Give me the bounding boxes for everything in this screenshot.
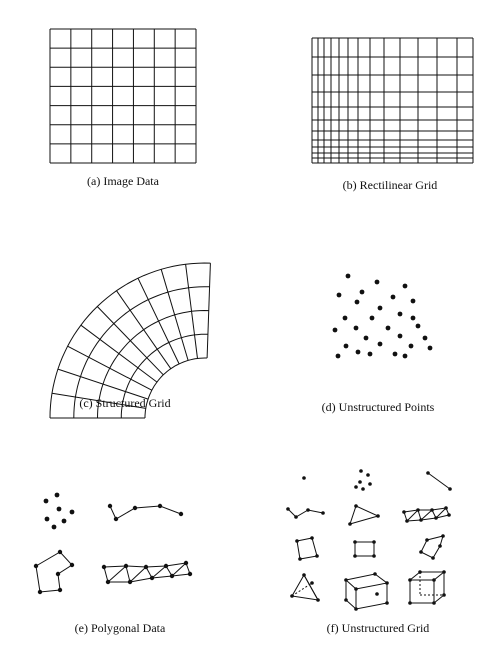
vertex: [106, 580, 110, 584]
point: [403, 284, 408, 289]
vertex: [366, 473, 370, 477]
caption-unstructured-grid: (f) Unstructured Grid: [326, 621, 430, 635]
vertex: [354, 587, 358, 591]
vertex: [430, 508, 434, 512]
vertex: [315, 554, 319, 558]
point: [416, 324, 421, 329]
point: [356, 350, 361, 355]
structured-grid-panel: [50, 263, 210, 418]
vertex: [354, 607, 358, 611]
point: [364, 336, 369, 341]
caption-unstructured-points: (d) Unstructured Points: [321, 400, 435, 414]
vertex: [385, 581, 389, 585]
vertex: [438, 544, 442, 548]
rectilinear-grid: [312, 38, 473, 163]
cell-edge: [434, 595, 444, 603]
vertex: [150, 576, 154, 580]
vertex: [108, 504, 112, 508]
vertex: [38, 590, 42, 594]
cell-edge: [355, 542, 374, 556]
cell-edge: [346, 600, 387, 609]
vertex: [114, 517, 118, 521]
cell-edge: [407, 515, 449, 521]
cell-edge: [350, 506, 378, 524]
vertex: [419, 518, 423, 522]
cell-edge: [288, 509, 323, 517]
vertex: [444, 506, 448, 510]
vertex: [354, 504, 358, 508]
vertex: [57, 507, 62, 512]
vertex: [344, 578, 348, 582]
vertex: [306, 508, 310, 512]
point: [409, 344, 414, 349]
cell-edge: [297, 538, 317, 559]
vertex: [358, 480, 362, 484]
vertex: [52, 525, 57, 530]
point: [354, 326, 359, 331]
point: [398, 334, 403, 339]
vertex: [144, 565, 148, 569]
structured-grid: [50, 263, 210, 418]
vertex: [44, 499, 49, 504]
grid-line-radial: [161, 269, 188, 360]
vertex: [375, 592, 379, 596]
point: [411, 299, 416, 304]
point: [378, 306, 383, 311]
point: [333, 328, 338, 333]
vertex: [170, 574, 174, 578]
vertex: [158, 504, 162, 508]
vertex: [353, 554, 357, 558]
rectilinear-grid-panel: [312, 38, 473, 192]
vertex: [70, 563, 74, 567]
strip-edge: [104, 567, 108, 582]
vertex: [184, 561, 188, 565]
strip-edge: [152, 566, 166, 578]
point: [391, 295, 396, 300]
vertex: [310, 581, 314, 585]
vertex: [34, 564, 38, 568]
image-data-panel: [50, 29, 196, 188]
point: [336, 354, 341, 359]
cell-edge: [410, 572, 444, 580]
cell-edge: [410, 580, 434, 603]
cell-edge: [404, 508, 446, 512]
unstructured-points-panel: [322, 274, 435, 414]
vertex: [442, 570, 446, 574]
vertex: [408, 601, 412, 605]
point: [368, 352, 373, 357]
vertex: [290, 594, 294, 598]
vertex: [442, 593, 446, 597]
caption-image-data: (a) Image Data: [87, 174, 159, 188]
vertex: [354, 485, 358, 489]
point: [393, 352, 398, 357]
caption-polygonal-data: (e) Polygonal Data: [74, 621, 166, 635]
point: [346, 274, 351, 279]
point: [375, 280, 380, 285]
vertex: [70, 510, 75, 515]
vertex: [426, 471, 430, 475]
grid-line-radial: [58, 369, 148, 399]
vertex: [419, 550, 423, 554]
vertex: [179, 512, 183, 516]
vertex: [348, 522, 352, 526]
point: [370, 316, 375, 321]
grid-line-radial: [97, 307, 163, 375]
vertex: [425, 538, 429, 542]
point: [344, 344, 349, 349]
vertex: [385, 601, 389, 605]
vertex: [310, 536, 314, 540]
vertex: [372, 540, 376, 544]
vertex: [432, 578, 436, 582]
vertex: [58, 550, 62, 554]
vertex: [302, 573, 306, 577]
vertex: [359, 469, 363, 473]
vertex: [298, 557, 302, 561]
vertex: [188, 572, 192, 576]
vertex: [353, 540, 357, 544]
vertex: [124, 564, 128, 568]
cell-edge: [346, 574, 387, 589]
vertex: [102, 565, 106, 569]
strip-edge: [108, 574, 190, 582]
polygon-edge: [36, 552, 72, 592]
vertex: [344, 598, 348, 602]
vertex: [402, 510, 406, 514]
unstructured-grid: [286, 469, 452, 611]
point: [428, 346, 433, 351]
unstructured-points: [333, 274, 433, 359]
vertex: [418, 570, 422, 574]
vertex: [376, 514, 380, 518]
vertex: [321, 511, 325, 515]
vertex: [448, 487, 452, 491]
vertex: [431, 556, 435, 560]
caption-structured-grid: (c) Structured Grid: [79, 396, 171, 410]
vertex: [416, 508, 420, 512]
vertex: [441, 534, 445, 538]
polyline-edge: [110, 506, 181, 519]
point: [423, 336, 428, 341]
point: [355, 300, 360, 305]
vertex: [45, 517, 50, 522]
cell-edge: [292, 575, 318, 600]
vertex: [434, 516, 438, 520]
vertex: [405, 519, 409, 523]
point: [360, 290, 365, 295]
vertex: [361, 487, 365, 491]
vertex: [128, 580, 132, 584]
vertex: [133, 506, 137, 510]
strip-edge: [108, 566, 126, 582]
vertex: [368, 482, 372, 486]
polygonal-data-panel: [34, 493, 192, 635]
image-data-grid: [50, 29, 196, 163]
vertex: [408, 578, 412, 582]
vertex: [286, 507, 290, 511]
vertex: [373, 572, 377, 576]
point: [411, 316, 416, 321]
vertex: [56, 572, 60, 576]
cell-edge-hidden: [292, 583, 312, 596]
point: [378, 342, 383, 347]
vertex: [164, 564, 168, 568]
cell-edge: [304, 575, 318, 600]
polygonal-data: [34, 493, 192, 595]
vertex: [302, 476, 306, 480]
point: [337, 293, 342, 298]
vertex: [372, 554, 376, 558]
point: [386, 326, 391, 331]
vertex: [432, 601, 436, 605]
vertex: [55, 493, 60, 498]
vertex: [447, 513, 451, 517]
strip-edge: [126, 566, 130, 582]
cell-edge: [428, 473, 450, 489]
vertex: [294, 515, 298, 519]
point: [343, 316, 348, 321]
caption-rectilinear-grid: (b) Rectilinear Grid: [342, 178, 438, 192]
unstructured-grid-panel: [286, 469, 452, 635]
vertex: [316, 598, 320, 602]
vertex: [62, 519, 67, 524]
vertex: [58, 588, 62, 592]
point: [403, 354, 408, 359]
vertex: [295, 539, 299, 543]
point: [398, 312, 403, 317]
